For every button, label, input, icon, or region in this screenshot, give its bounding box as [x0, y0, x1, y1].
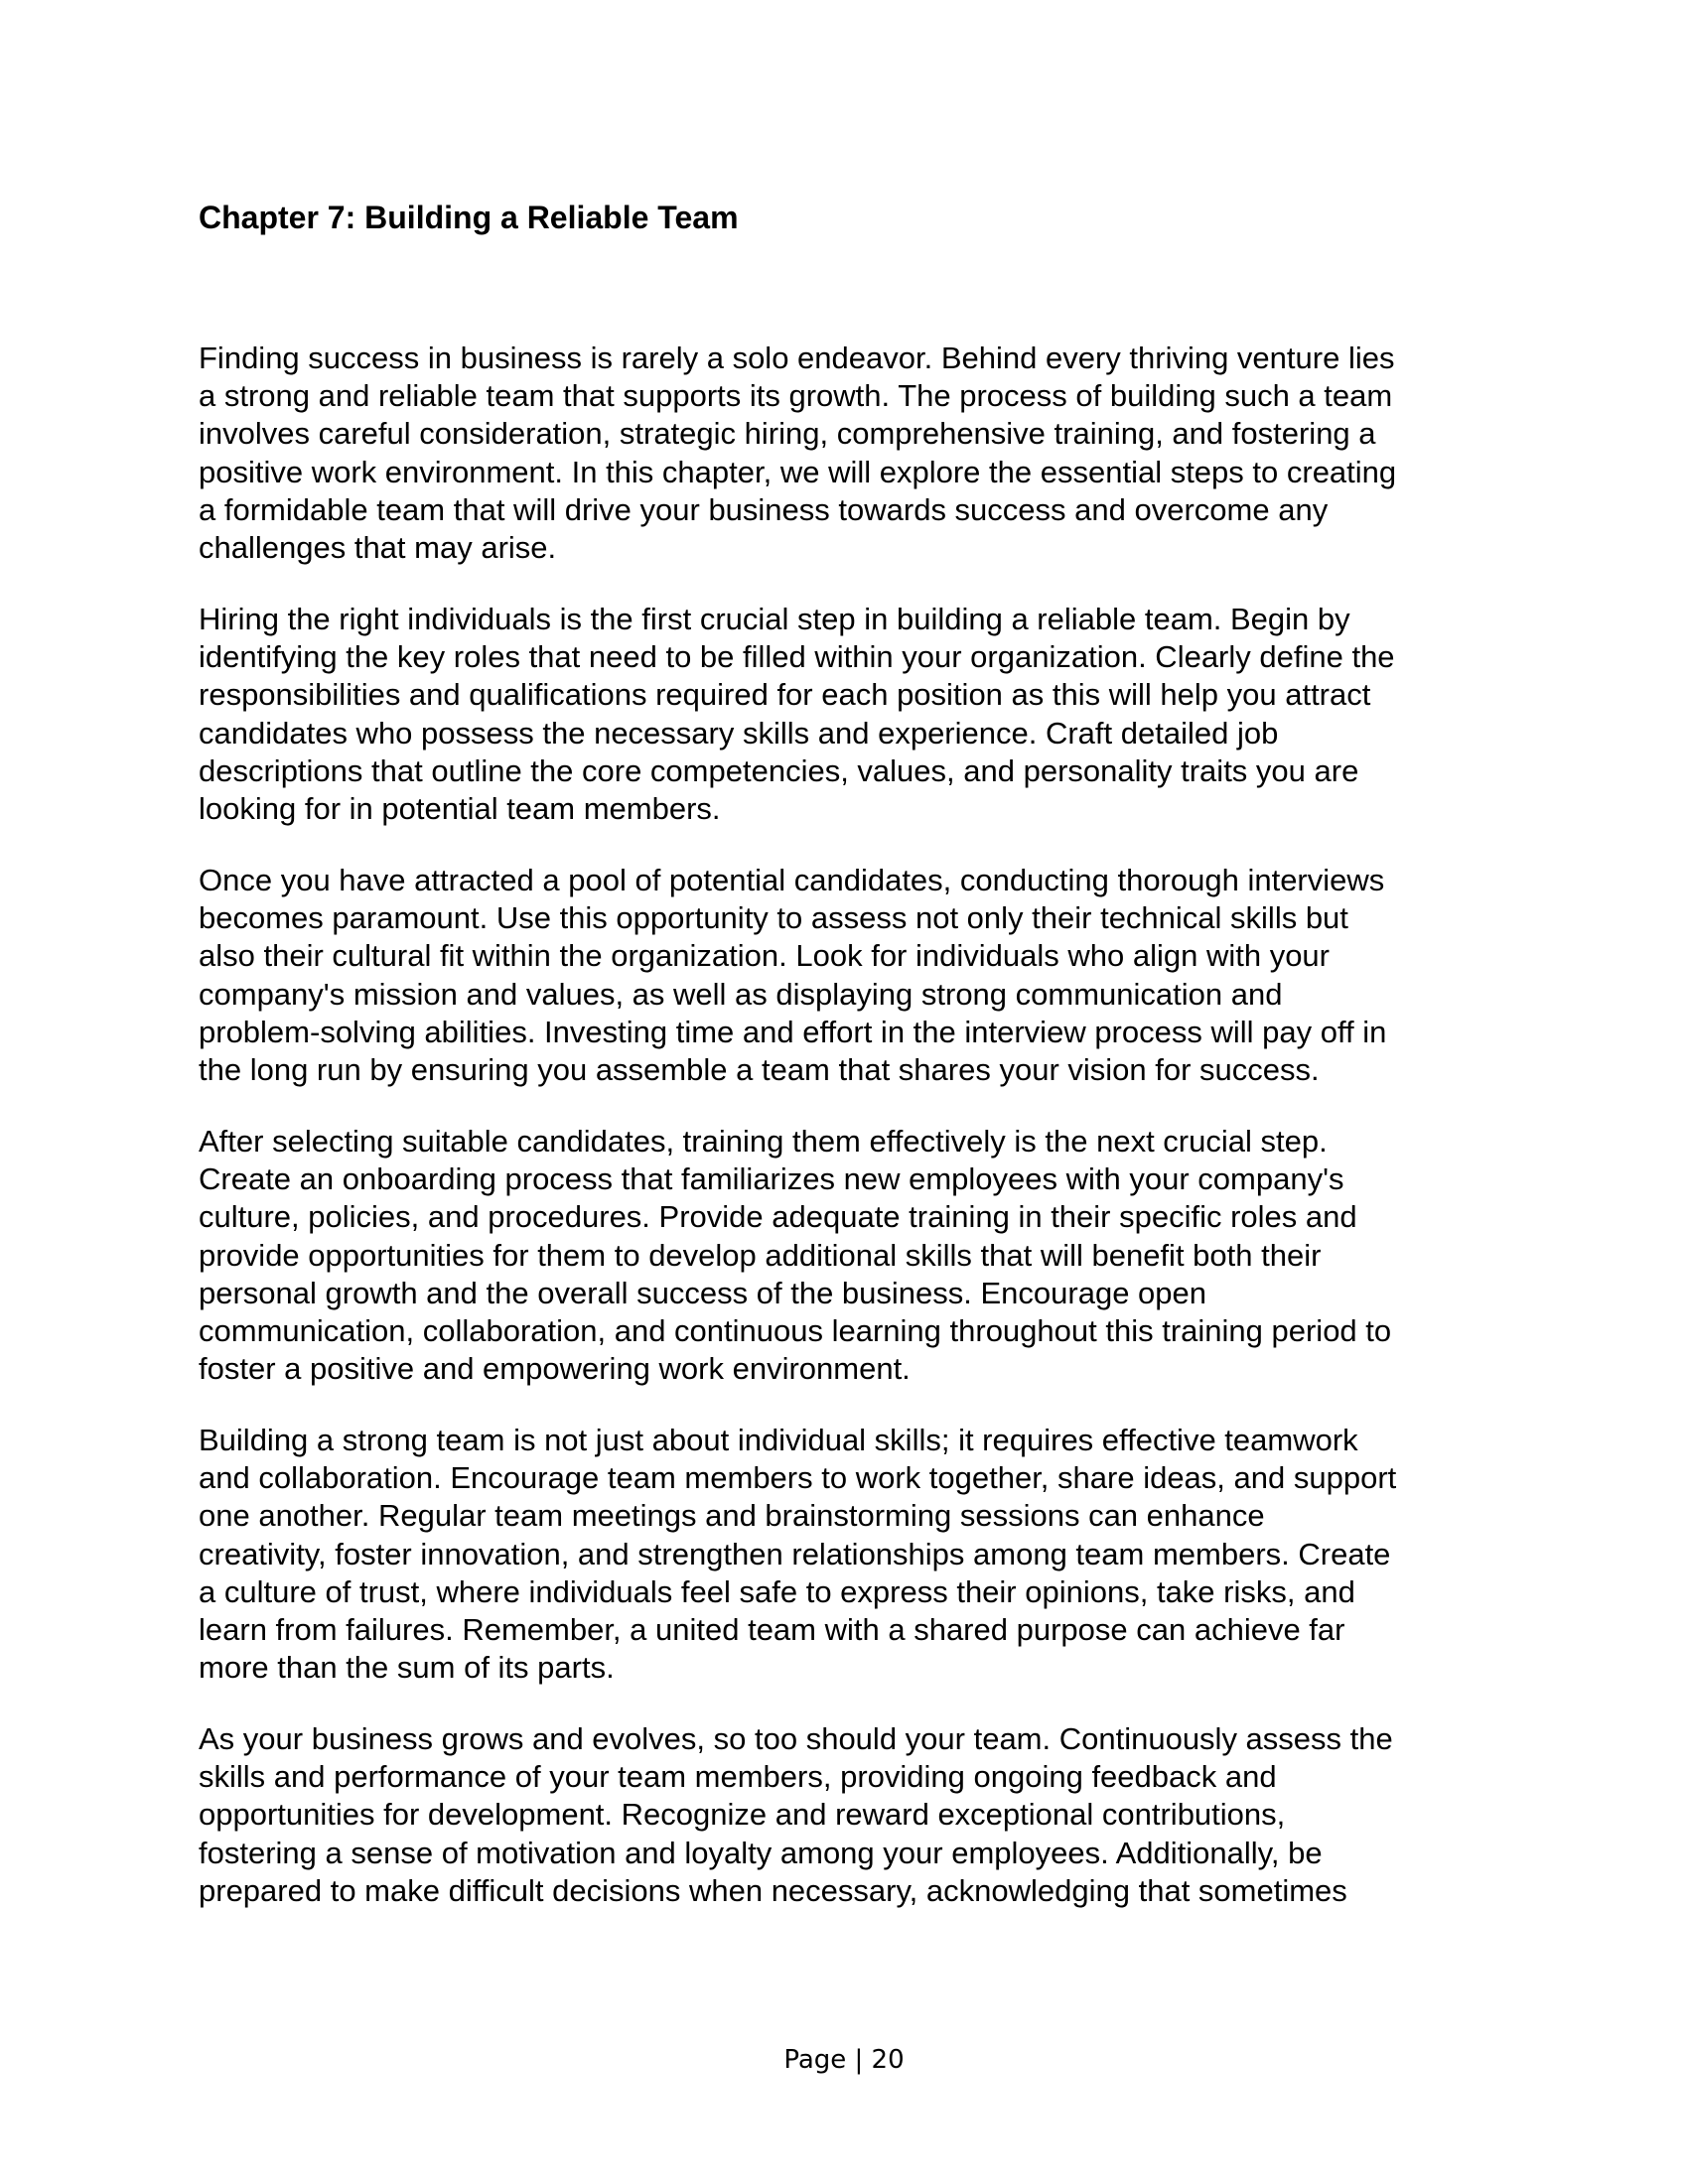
paragraph-hiring [199, 601, 1519, 828]
text-line: challenges that may arise. [199, 530, 557, 566]
text-line: creativity, foster innovation, and strengthen relationships among team members. Create [199, 1536, 1391, 1571]
text-line: Create an onboarding process that familiarizes new employees with your company's [199, 1161, 1344, 1197]
text-line: becomes paramount. Use this opportunity to assess not only their technical skills but [199, 900, 1348, 936]
text-line: descriptions that outline the core competencies, values, and personality traits you are [199, 752, 1359, 788]
text-line: opportunities for development. Recognize and reward exceptional contributions, [199, 1797, 1286, 1833]
text-line: a strong and reliable team that supports its growth. The process of building such a team [199, 378, 1393, 414]
text-line: communication, collaboration, and continuous learning throughout this training period to [199, 1313, 1392, 1349]
text-line: learn from failures. Remember, a united team with a shared purpose can achieve far [199, 1612, 1345, 1648]
text-line: more than the sum of its parts. [199, 1650, 615, 1686]
text-line: As your business grows and evolves, so too should your team. Continuously assess the [199, 1721, 1393, 1756]
paragraph-intro [199, 340, 1519, 567]
text-line: a formidable team that will drive your business towards success and overcome any [199, 491, 1329, 527]
text-line: candidates who possess the necessary skills and experience. Craft detailed job [199, 715, 1279, 751]
text-line: foster a positive and empowering work environment. [199, 1351, 911, 1387]
text-line: a culture of trust, where individuals feel safe to express their opinions, take risks, and [199, 1573, 1355, 1609]
paragraph-growth [199, 1720, 1519, 1910]
paragraph-training [199, 1123, 1519, 1388]
text-line: responsibilities and qualifications required for each position as this will help you attract [199, 677, 1371, 713]
text-line: prepared to make difficult decisions when necessary, acknowledging that sometimes [199, 1872, 1347, 1908]
paragraph-teamwork [199, 1422, 1519, 1687]
paragraph-interviews [199, 862, 1519, 1089]
text-line: problem-solving abilities. Investing time and effort in the interview process will pay off in [199, 1014, 1387, 1049]
text-line: also their cultural fit within the organization. Look for individuals who align with your [199, 938, 1330, 974]
text-line: personal growth and the overall success of the business. Encourage open [199, 1275, 1207, 1310]
text-line: positive work environment. In this chapter, we will explore the essential steps to creating [199, 454, 1397, 489]
text-line: Once you have attracted a pool of potential candidates, conducting thorough interviews [199, 863, 1385, 897]
text-line: culture, policies, and procedures. Provide adequate training in their specific roles and [199, 1199, 1357, 1235]
text-line: Finding success in business is rarely a solo endeavor. Behind every thriving venture lies [199, 341, 1395, 375]
text-line: involves careful consideration, strategic hiring, comprehensive training, and fostering a [199, 416, 1376, 452]
text-line: Hiring the right individuals is the first crucial step in building a reliable team. Begin by [199, 602, 1350, 636]
text-line: looking for in potential team members. [199, 791, 721, 827]
text-line: fostering a sense of motivation and loyalty among your employees. Additionally, be [199, 1835, 1323, 1870]
text-line: After selecting suitable candidates, training them effectively is the next crucial step. [199, 1124, 1328, 1159]
text-line: one another. Regular team meetings and brainstorming sessions can enhance [199, 1498, 1265, 1534]
chapter-title: Chapter 7: Building a Reliable Team [199, 200, 739, 235]
text-line: the long run by ensuring you assemble a team that shares your vision for success. [199, 1052, 1320, 1088]
text-line: Building a strong team is not just about individual skills; it requires effective teamwork [199, 1423, 1358, 1457]
text-line: company's mission and values, as well as displaying strong communication and [199, 976, 1283, 1012]
page-number-footer: Page | 20 [783, 2045, 905, 2075]
text-line: and collaboration. Encourage team members to work together, share ideas, and support [199, 1460, 1397, 1496]
text-line: identifying the key roles that need to be filled within your organization. Clearly define the [199, 639, 1395, 675]
text-line: skills and performance of your team members, providing ongoing feedback and [199, 1759, 1277, 1795]
text-line: provide opportunities for them to develop additional skills that will benefit both their [199, 1237, 1322, 1273]
